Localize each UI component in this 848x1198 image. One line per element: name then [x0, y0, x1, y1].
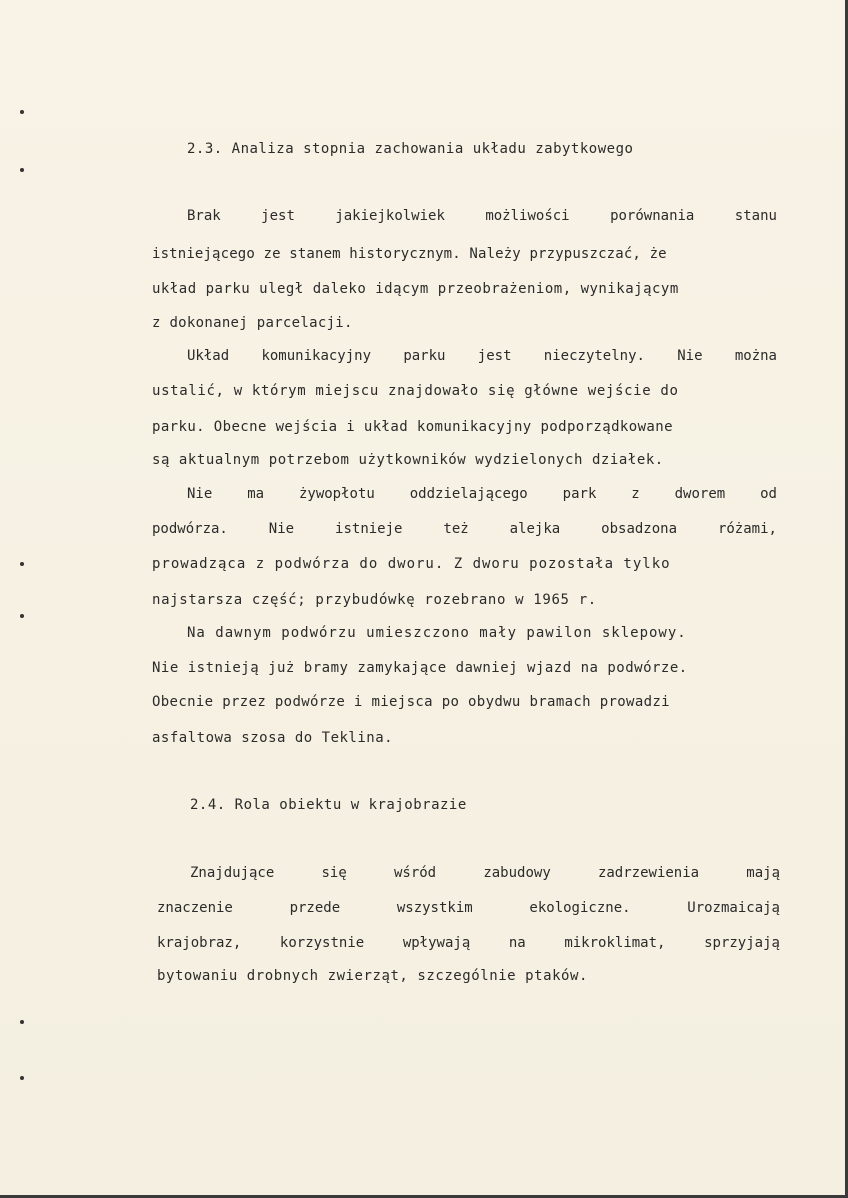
- word: wpływają: [402, 935, 471, 951]
- word: komunikacyjny: [261, 348, 372, 364]
- word: istnieje: [335, 521, 403, 537]
- paragraph-line: Na dawnym podwórzu umieszczono mały pawilon sklepowy.: [187, 625, 687, 641]
- margin-mark: [20, 1076, 24, 1080]
- paragraph-line: najstarsza część; przybudówkę rozebrano w 1965 r.: [152, 592, 597, 608]
- word: wśród: [393, 865, 437, 881]
- margin-mark: [20, 110, 24, 114]
- paragraph-line: bytowaniu drobnych zwierząt, szczególnie ptaków.: [157, 968, 588, 984]
- word: na: [508, 935, 526, 951]
- word: mają: [746, 865, 780, 881]
- word: zabudowy: [483, 865, 551, 881]
- paragraph-line: [190, 865, 780, 881]
- word: Nie: [677, 348, 703, 364]
- paragraph-line: istniejącego ze stanem historycznym. Należy przypuszczać, że: [152, 246, 667, 262]
- word: alejka: [509, 521, 561, 537]
- word: krajobraz,: [157, 935, 242, 951]
- word: park: [562, 486, 597, 502]
- paragraph-line: układ parku uległ daleko idącym przeobrażeniom, wynikającym: [152, 281, 679, 297]
- word: znaczenie: [157, 900, 233, 916]
- paragraph-line: z dokonanej parcelacji.: [152, 315, 353, 331]
- word: ma: [247, 486, 265, 502]
- word: oddzielającego: [409, 486, 528, 502]
- word: Nie: [268, 521, 295, 537]
- word: jest: [261, 208, 295, 224]
- word: jest: [477, 348, 512, 364]
- margin-mark: [20, 168, 24, 172]
- word: Nie: [187, 486, 213, 502]
- paragraph-line: [187, 208, 777, 224]
- word: możliwości: [485, 208, 570, 224]
- paragraph-line: parku. Obecne wejścia i układ komunikacyjny podporządkowane: [152, 419, 673, 435]
- word: wszystkim: [396, 900, 473, 916]
- word: parku: [403, 348, 446, 364]
- paragraph-line: Nie istnieją już bramy zamykające dawniej wjazd na podwórze.: [152, 660, 688, 676]
- word: żywopłotu: [298, 486, 375, 502]
- word: też: [443, 521, 469, 537]
- word: Urozmaicają: [687, 900, 780, 916]
- word: porównania: [610, 208, 695, 224]
- paragraph-line: asfaltowa szosa do Teklina.: [152, 730, 394, 746]
- word: z: [631, 486, 640, 502]
- word: można: [734, 348, 777, 364]
- word: przede: [289, 900, 341, 916]
- margin-mark: [20, 614, 24, 618]
- word: nieczytelny.: [543, 348, 645, 364]
- word: sprzyjają: [704, 935, 780, 951]
- word: różami,: [717, 521, 777, 537]
- word: od: [760, 486, 777, 502]
- paragraph-line: Obecnie przez podwórze i miejsca po obydwu bramach prowadzi: [152, 694, 670, 710]
- paragraph-line: [157, 900, 780, 916]
- section-heading: 2.3. Analiza stopnia zachowania układu zabytkowego: [187, 141, 634, 157]
- section-heading: 2.4. Rola obiektu w krajobrazie: [190, 797, 467, 813]
- margin-mark: [20, 562, 24, 566]
- paragraph-line: [187, 348, 777, 364]
- word: dworem: [674, 486, 726, 502]
- paragraph-line: [157, 935, 780, 951]
- paragraph-line: ustalić, w którym miejscu znajdowało się główne wejście do: [152, 383, 679, 399]
- paragraph-line: [187, 486, 777, 502]
- paragraph-line: prowadząca z podwórza do dworu. Z dworu pozostała tylko: [152, 556, 671, 572]
- word: stanu: [734, 208, 777, 224]
- margin-mark: [20, 1020, 24, 1024]
- word: ekologiczne.: [529, 900, 631, 916]
- paragraph-line: [152, 521, 777, 537]
- word: zadrzewienia: [597, 865, 700, 881]
- word: się: [321, 865, 347, 881]
- word: Brak: [187, 208, 221, 224]
- word: korzystnie: [279, 935, 365, 951]
- word: Układ: [187, 348, 230, 364]
- word: Znajdujące: [190, 865, 275, 881]
- word: podwórza.: [152, 521, 228, 537]
- word: mikroklimat,: [564, 935, 666, 951]
- word: obsadzona: [601, 521, 678, 537]
- word: jakiejkolwiek: [335, 208, 445, 224]
- paragraph-line: są aktualnym potrzebom użytkowników wydzielonych działek.: [152, 452, 664, 468]
